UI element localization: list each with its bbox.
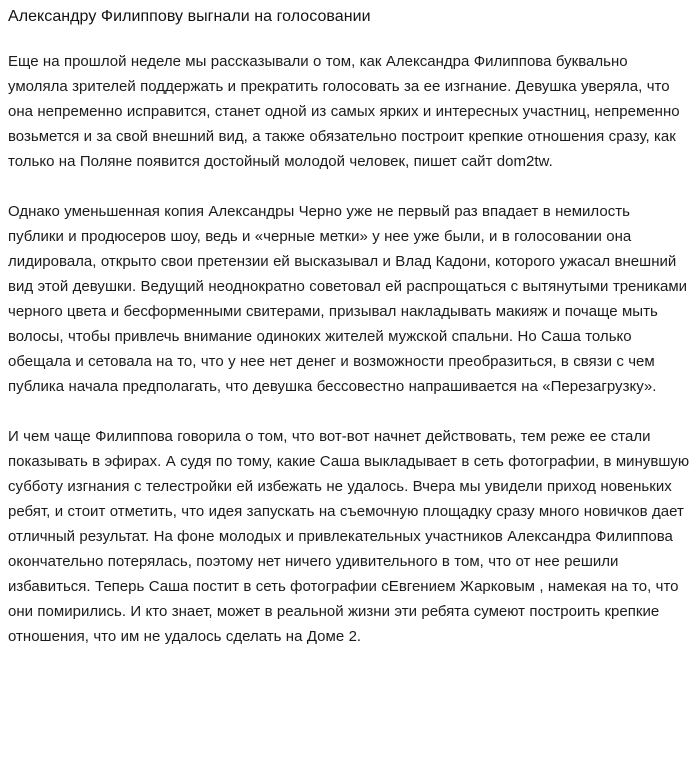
article-paragraph: Однако уменьшенная копия Александры Черно уже не первый раз впадает в немилость публики и продюсеров шоу, ведь и «черные метки» у нее уже были, и в голосовании она лидировала, открыто свои претензии ей высказывал и Влад Кадони, которого ужасал внешний вид этой девушки. Ведущий неоднократно советовал ей распрощаться с вытянутыми трениками черного цвета и бесформенными свитерами, призывал накладывать макияж и почаще мыть волосы, чтобы привлечь внимание одиноких жителей мужской спальни. Но Саша только обещала и сетовала на то, что у нее нет денег и возможности преобразиться, в связи с чем публика начала предполагать, что девушка бессовестно напрашивается на «Перезагрузку». (8, 203, 688, 395)
page-title: Александру Филиппову выгнали на голосовании (8, 8, 371, 25)
article-body (8, 49, 690, 649)
article-paragraph: И чем чаще Филиппова говорила о том, что вот-вот начнет действовать, тем реже ее стали показывать в эфирах. А судя по тому, какие Саша выкладывает в сеть фотографии, в минувшую субботу изгнания с телестройки ей избежать не удалось. Вчера мы увидели приход новеньких ребят, и стоит отметить, что идея запускать на съемочную площадку сразу много новичков дает отличный результат. На фоне молодых и привлекательных участников Александра Филиппова окончательно потерялась, поэтому нет ничего удивительного в том, что от нее решили избавиться. Теперь Саша постит в сеть фотографии сЕвгением Жарковым , намекая на то, что они помирились. И кто знает, может в реальной жизни эти ребята сумеют построить крепкие отношения, что им не удалось сделать на Доме 2. (8, 428, 690, 645)
article-paragraph: Еще на прошлой неделе мы рассказывали о том, как Александра Филиппова буквально умоляла зрителей поддержать и прекратить голосовать за ее изгнание. Девушка уверяла, что она непременно исправится, станет одной из самых ярких и интересных участниц, непременно возьмется и за свой внешний вид, а также обязательно построит крепкие отношения сразу, как только на Поляне появится достойный молодой человек, пишет сайт dom2tw. (8, 53, 680, 170)
